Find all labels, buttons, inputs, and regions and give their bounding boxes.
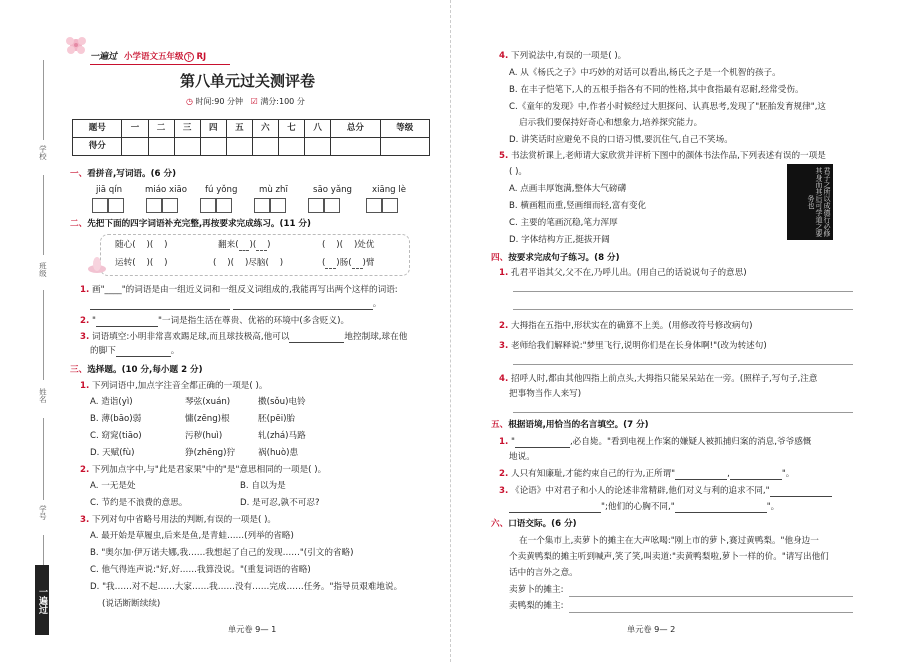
option-B-word: 胚(pēi)胎 bbox=[258, 414, 296, 424]
idiom-fragment: 随心( bbox=[115, 240, 136, 250]
pinyin-1: jiā qín bbox=[96, 185, 123, 195]
binding-gutter bbox=[0, 0, 56, 662]
score-table-header-row bbox=[73, 120, 430, 138]
option-B[interactable]: B. 横画粗而重,竖画细而轻,富有变化 bbox=[509, 201, 647, 211]
idiom-fragment: )( bbox=[249, 240, 257, 250]
section-title: 根据语境,用恰当的名言填空。(7 分) bbox=[508, 420, 649, 430]
gutter-label-class: 班级 bbox=[38, 262, 48, 277]
question-number: 5. bbox=[499, 151, 509, 161]
gutter-line bbox=[43, 418, 44, 500]
option-B[interactable]: B. 薄(bāo)弱 bbox=[90, 414, 142, 424]
idiom-fragment: ) bbox=[267, 240, 271, 250]
page-footer-right: 单元卷 9— 2 bbox=[627, 624, 676, 634]
option-B[interactable]: B. "奥尔加·伊万诺夫娜,我……我想起了自己的发现……"(引文的省略) bbox=[90, 548, 354, 558]
pinyin-3: fú yǒng bbox=[205, 185, 238, 195]
question-number: 4. bbox=[499, 51, 509, 61]
q4 bbox=[499, 51, 626, 62]
time-limit: 时间:90 分钟 bbox=[195, 97, 243, 106]
option-C-cont: 启示我们要保持好奇心和想象力,培养探究能力。 bbox=[519, 118, 703, 128]
idiom-fragment: ) bbox=[279, 258, 284, 268]
s4-q4-cont: 把事物当作人来写) bbox=[509, 389, 582, 399]
section-4-heading bbox=[491, 253, 620, 264]
section-title: 看拼音,写词语。(6 分) bbox=[87, 169, 177, 179]
score-header-cell: 二 bbox=[148, 120, 174, 138]
idiom-fragment: )( bbox=[146, 240, 154, 250]
grade-badge: 下 bbox=[185, 54, 192, 61]
idiom-fragment: )尽脑( bbox=[244, 258, 269, 268]
section-number: 六、 bbox=[491, 519, 509, 529]
idiom-fragment: ( bbox=[322, 240, 326, 250]
question-text: 下列加点字中,与"此是君家果"中的"是"意思相同的一项是( )。 bbox=[91, 465, 327, 475]
calligraphy-image: 君子之所以成德行必修其身而其后可学道之要务也 bbox=[787, 164, 833, 240]
option-D[interactable]: D. "我……对不起……大家……我……没有……完成……任务。"指导员艰难地说。 bbox=[90, 582, 403, 592]
char-box-pair[interactable] bbox=[308, 198, 340, 213]
pinyin-2: miáo xiāo bbox=[145, 185, 188, 195]
question-text: 下列说法中,有误的一项是( )。 bbox=[510, 51, 627, 61]
s4-q4 bbox=[499, 374, 817, 385]
score-header-cell: 三 bbox=[174, 120, 200, 138]
question-number: 4. bbox=[499, 374, 509, 384]
sec3-q2 bbox=[80, 465, 326, 476]
answer-line[interactable] bbox=[513, 364, 853, 365]
s4-q3 bbox=[499, 341, 767, 352]
option-D-word: 狰(zhēng)狞 bbox=[185, 448, 236, 458]
option-D-word: 祸(huò)患 bbox=[258, 448, 299, 458]
score-cell[interactable] bbox=[331, 138, 380, 156]
question-number: 1. bbox=[80, 285, 90, 295]
header-rule bbox=[90, 64, 230, 65]
section-2-heading bbox=[70, 219, 311, 230]
s6-seller-a-label: 卖萝卜的摊主: bbox=[509, 585, 564, 595]
question-text: 《论语》中对君子和小人的论述非常精辟,他们对义与利的追求不同," bbox=[510, 486, 770, 496]
option-A[interactable]: A. 从《杨氏之子》中巧妙的对话可以看出,杨氏之子是一个机智的孩子。 bbox=[509, 68, 781, 78]
section-title: 选择题。(10 分,每小题 2 分) bbox=[87, 365, 203, 375]
idiom-fragment: 翻来( bbox=[218, 240, 239, 250]
question-number: 1. bbox=[499, 437, 509, 447]
option-D[interactable]: D. 字体结构方正,挺拔开阔 bbox=[509, 235, 610, 245]
option-A[interactable]: A. 一无是处 bbox=[90, 481, 136, 491]
char-box-pair[interactable] bbox=[254, 198, 286, 213]
question-text: 下列对句中省略号用法的判断,有误的一项是( )。 bbox=[91, 515, 277, 525]
s4-q1 bbox=[499, 268, 747, 279]
score-header-cell: 五 bbox=[226, 120, 252, 138]
gutter-label-name: 姓名 bbox=[38, 388, 48, 403]
score-row-label: 得分 bbox=[73, 138, 122, 156]
answer-line[interactable] bbox=[569, 596, 853, 597]
exam-meta bbox=[186, 97, 305, 107]
option-A[interactable]: A. 最开始是草履虫,后来是鱼,是青蛙……(列举的省略) bbox=[90, 531, 294, 541]
grade-text: 小学语文五年级 bbox=[124, 52, 184, 62]
idiom-fragment: )处优 bbox=[353, 240, 375, 250]
score-cell[interactable] bbox=[380, 138, 429, 156]
s6-seller-b-label: 卖鸭梨的摊主: bbox=[509, 601, 564, 611]
question-text: 地控制球,球在他 bbox=[344, 332, 408, 342]
score-header-cell: 等级 bbox=[380, 120, 429, 138]
answer-blank[interactable] bbox=[509, 503, 601, 513]
idiom-row-2 bbox=[115, 258, 168, 269]
q5-answer-paren[interactable]: ( )。 bbox=[509, 167, 528, 177]
score-cell[interactable] bbox=[278, 138, 304, 156]
question-text: 词语填空:小明非常喜欢踢足球,而且球技极高,他可以 bbox=[91, 332, 290, 342]
section-title: 口语交际。(6 分) bbox=[508, 519, 577, 529]
score-header-cell: 一 bbox=[122, 120, 148, 138]
question-number: 2. bbox=[80, 465, 90, 475]
section-number: 三、 bbox=[70, 365, 88, 375]
answer-line[interactable] bbox=[569, 612, 853, 613]
section-number: 一、 bbox=[70, 169, 88, 179]
clock-icon: ◷ bbox=[186, 97, 193, 106]
gutter-brand-logo: 一遍过 bbox=[35, 565, 49, 635]
answer-line[interactable] bbox=[513, 412, 853, 413]
idiom-row-2c bbox=[322, 258, 375, 269]
section-title: 按要求完成句子练习。(8 分) bbox=[508, 253, 620, 263]
score-cell[interactable] bbox=[226, 138, 252, 156]
score-header-cell: 六 bbox=[252, 120, 278, 138]
answer-blank[interactable] bbox=[770, 487, 832, 497]
idiom-fragment: 运转( bbox=[115, 258, 136, 268]
idiom-fragment: )( bbox=[227, 258, 235, 268]
question-number: 3. bbox=[80, 332, 90, 342]
score-cell[interactable] bbox=[200, 138, 226, 156]
lotus-icon bbox=[86, 254, 108, 276]
idiom-fragment: )( bbox=[336, 240, 344, 250]
option-D-note: (说话断断续续) bbox=[102, 599, 161, 609]
question-text: 大拇指在五指中,形状实在的确算不上美。(用修改符号修改病句) bbox=[510, 321, 753, 331]
sec3-q3 bbox=[80, 515, 276, 526]
option-C[interactable]: C. 节约是不浪费的意思。 bbox=[90, 498, 188, 508]
gutter-line bbox=[43, 60, 44, 140]
sec2-q1-answer[interactable] bbox=[90, 299, 381, 310]
page-title: 第八单元过关测评卷 bbox=[180, 72, 316, 90]
edition-label: RJ bbox=[196, 52, 207, 62]
answer-blank[interactable] bbox=[116, 347, 171, 357]
idiom-fragment: )肠( bbox=[336, 258, 352, 268]
answer-blank[interactable] bbox=[730, 470, 782, 480]
question-number: 2. bbox=[80, 316, 90, 326]
answer-blank[interactable] bbox=[675, 503, 767, 513]
option-C-word: 轧(zhá)马路 bbox=[258, 431, 306, 441]
question-text: 老师给我们解释说:"梦里飞行,说明你们是在长身体啊!"(改为转述句) bbox=[510, 341, 767, 351]
idiom-fragment: )臂 bbox=[362, 258, 375, 268]
question-text: " bbox=[91, 316, 96, 326]
sec3-q1 bbox=[80, 381, 267, 392]
question-number: 1. bbox=[80, 381, 90, 391]
checkbox-icon: ☑ bbox=[250, 97, 258, 106]
question-number: 3. bbox=[499, 341, 509, 351]
answer-blank[interactable] bbox=[515, 438, 570, 448]
right-page bbox=[450, 0, 900, 662]
gutter-line bbox=[43, 175, 44, 255]
option-C[interactable]: C. 他气得连声说:"好,好……我算没说。"(重复词语的省略) bbox=[90, 565, 311, 575]
s5-q3-cont bbox=[509, 502, 779, 513]
section-number: 五、 bbox=[491, 420, 509, 430]
option-B[interactable]: B. 自以为是 bbox=[240, 481, 286, 491]
answer-blank[interactable] bbox=[675, 470, 727, 480]
option-C[interactable]: C.《童年的发现》中,作者小时候经过大胆探问、认真思考,发现了"胚胎发育规律",这 bbox=[509, 102, 827, 112]
question-number: 3. bbox=[80, 515, 90, 525]
section-title: 先把下面的四字词语补充完整,再按要求完成练习。(11 分) bbox=[87, 219, 311, 229]
idiom-fragment: ) bbox=[164, 240, 168, 250]
score-cell[interactable] bbox=[305, 138, 331, 156]
score-table bbox=[72, 119, 430, 156]
option-A[interactable]: A. 造诣(yì) bbox=[90, 397, 133, 407]
question-text: 书法赏析课上,老师请大家欣赏并评析下图中的颜体书法作品,下列表述有误的一项是 bbox=[510, 151, 826, 161]
question-text: 招呼人时,都由其他四指上前点头,大拇指只能呆呆站在一旁。(照样子,写句子,注意 bbox=[510, 374, 818, 384]
answer-line[interactable] bbox=[513, 291, 853, 292]
option-D[interactable]: D. 讲笑话时应避免不良的口语习惯,要沉住气,自己不笑场。 bbox=[509, 135, 733, 145]
pinyin-5: sāo yǎng bbox=[313, 185, 352, 195]
punct: 。 bbox=[372, 299, 382, 309]
question-number: 3. bbox=[499, 486, 509, 496]
question-text: 的脚下 bbox=[90, 346, 116, 356]
s6-passage-line: 个卖黄鸭梨的摊主听到喊声,笑了笑,叫卖道:"卖黄鸭梨啦,萝卜一样的价。"请写出他们 bbox=[509, 552, 829, 562]
char-box-pair[interactable] bbox=[366, 198, 398, 213]
option-A-word: 擞(sǒu)电铃 bbox=[258, 397, 306, 407]
score-cell[interactable] bbox=[252, 138, 278, 156]
pinyin-6: xiāng lè bbox=[372, 185, 407, 195]
option-D[interactable]: D. 是可忍,孰不可忍? bbox=[240, 498, 320, 508]
punct: "。 bbox=[766, 502, 780, 512]
section-5-heading bbox=[491, 420, 649, 431]
char-box-pair[interactable] bbox=[200, 198, 232, 213]
s5-q1: 1. " ,必自毙。"看到电视上作案的嫌疑人被抓捕归案的消息,爷爷感慨 bbox=[499, 437, 812, 447]
flower-icon bbox=[62, 32, 90, 58]
question-text: "一词是指生活在尊贵、优裕的环境中(多含贬义)。 bbox=[157, 316, 350, 326]
question-text: 。 bbox=[170, 346, 180, 356]
score-header-cell: 八 bbox=[305, 120, 331, 138]
score-header-cell: 七 bbox=[278, 120, 304, 138]
score-header-cell: 题号 bbox=[73, 120, 122, 138]
q5 bbox=[499, 151, 826, 162]
idiom-row-2b bbox=[213, 258, 283, 269]
sec2-q2 bbox=[80, 316, 349, 327]
question-text: 画"____"的词语是由一组近义词和一组反义词组成的,我能再写出两个这样的词语: bbox=[91, 285, 398, 295]
s5-q1-cont: 地说。 bbox=[509, 452, 535, 462]
gutter-label-exam-no: 学号 bbox=[38, 505, 48, 520]
option-A[interactable]: A. 点画丰厚饱满,整体大气磅礴 bbox=[509, 184, 627, 194]
brand-name: 一遍过 bbox=[90, 52, 118, 62]
sec2-q1 bbox=[80, 285, 398, 296]
section-3-heading bbox=[70, 365, 203, 376]
question-text: ";他们的心胸不同," bbox=[601, 502, 675, 512]
score-cell[interactable] bbox=[148, 138, 174, 156]
idiom-fragment: )( bbox=[146, 258, 154, 268]
score-header-cell: 总分 bbox=[331, 120, 380, 138]
score-cell[interactable] bbox=[174, 138, 200, 156]
question-text: ,必自毙。"看到电视上作案的嫌疑人被抓捕归案的消息,爷爷感慨 bbox=[569, 437, 812, 447]
option-C[interactable]: C. 窈窕(tiāo) bbox=[90, 431, 142, 441]
section-1-heading bbox=[70, 169, 176, 180]
full-score: 满分:100 分 bbox=[260, 97, 305, 106]
option-C-word: 污秽(huì) bbox=[185, 431, 223, 441]
punct: "。 bbox=[781, 469, 795, 479]
question-text: 孔君平诣其父,父不在,乃呼儿出。(用自己的话说说句子的意思) bbox=[510, 268, 747, 278]
s6-passage-line: 在一个集市上,卖萝卜的摊主在大声吆喝:"刚上市的萝卜,赛过黄鸭梨。"他身边一 bbox=[519, 536, 819, 546]
idiom-row-1c bbox=[322, 240, 375, 251]
option-B[interactable]: B. 在丰子恺笔下,人的五根手指各有不同的性格,其中食指最有忍耐,经常受伤。 bbox=[509, 85, 804, 95]
s6-passage-line: 话中的言外之意。 bbox=[509, 568, 578, 578]
s4-q2 bbox=[499, 321, 752, 332]
char-box-pair[interactable] bbox=[92, 198, 124, 213]
score-cell[interactable] bbox=[122, 138, 148, 156]
char-box-pair[interactable] bbox=[146, 198, 178, 213]
question-number: 1. bbox=[499, 268, 509, 278]
idiom-fragment: ( bbox=[213, 258, 217, 268]
question-text: 下列词语中,加点字注音全都正确的一项是( )。 bbox=[91, 381, 268, 391]
s5-q2 bbox=[499, 469, 794, 480]
answer-blank[interactable] bbox=[289, 333, 344, 343]
pinyin-4: mù zhī bbox=[259, 185, 288, 195]
gutter-label-school: 学校 bbox=[38, 145, 48, 160]
sec2-q3-cont bbox=[90, 346, 179, 357]
option-A-word: 琴弦(xuán) bbox=[185, 397, 231, 407]
punct: , bbox=[727, 469, 730, 479]
grade-label bbox=[124, 52, 206, 63]
answer-blank[interactable] bbox=[96, 317, 158, 327]
section-number: 四、 bbox=[491, 253, 509, 263]
question-number: 2. bbox=[499, 469, 509, 479]
idiom-row-1 bbox=[115, 240, 168, 251]
score-header-cell: 四 bbox=[200, 120, 226, 138]
section-6-heading bbox=[491, 519, 577, 530]
s5-q3 bbox=[499, 486, 832, 497]
idiom-row-1b bbox=[218, 240, 271, 251]
score-table-score-row bbox=[73, 138, 430, 156]
question-text: 人只有知廉耻,才能约束自己的行为,正所谓" bbox=[510, 469, 676, 479]
option-B-word: 慵(zēng)根 bbox=[185, 414, 230, 424]
section-number: 二、 bbox=[70, 219, 88, 229]
idiom-fragment: ( bbox=[322, 258, 326, 268]
page-footer-left: 单元卷 9— 1 bbox=[228, 624, 277, 634]
question-number: 2. bbox=[499, 321, 509, 331]
option-D[interactable]: D. 天赋(fù) bbox=[90, 448, 135, 458]
sec2-q3 bbox=[80, 332, 407, 343]
gutter-line bbox=[43, 535, 44, 565]
option-C[interactable]: C. 主要的笔画沉稳,笔力浑厚 bbox=[509, 218, 618, 228]
gutter-line bbox=[43, 290, 44, 380]
answer-line[interactable] bbox=[513, 309, 853, 310]
idiom-fragment: ) bbox=[164, 258, 168, 268]
